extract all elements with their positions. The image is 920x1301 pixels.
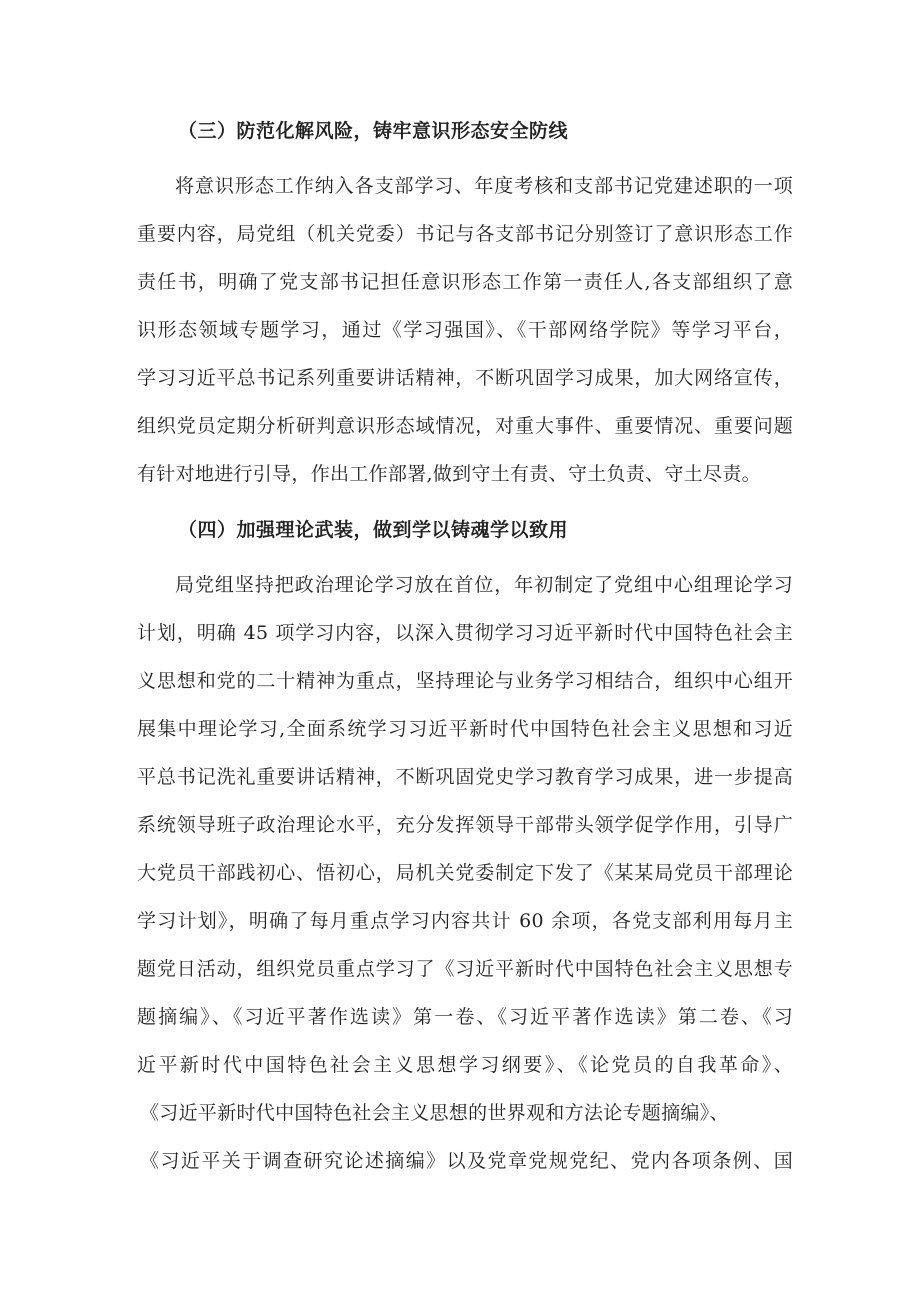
paragraph-line: 组织党员定期分析研判意识形态域情况，对重大事件、重要情况、重要问题	[137, 415, 793, 437]
paragraph-line: 展集中理论学习,全面系统学习习近平新时代中国特色社会主义思想和习近	[137, 718, 793, 740]
paragraph-line: 学习习近平总书记系列重要讲话精神，不断巩固学习成果，加大网络宣传，	[137, 367, 793, 389]
section-heading-4: （四）加强理论武装，做到学以铸魂学以致用	[178, 519, 569, 541]
paragraph-line: 识形态领域专题学习，通过《学习强国》、《干部网络学院》等学习平台，	[137, 319, 793, 341]
paragraph-line: 责任书，明确了党支部书记担任意识形态工作第一责任人,各支部组织了意	[137, 271, 793, 293]
paragraph-line: 题摘编》、《习近平著作选读》第一卷、《习近平著作选读》第二卷、《习	[137, 1006, 793, 1028]
paragraph-line: 学习计划》，明确了每月重点学习内容共计 60 余项，各党支部利用每月主	[137, 910, 793, 932]
paragraph-line: 大党员干部践初心、悟初心，局机关党委制定下发了《某某局党员干部理论	[137, 862, 793, 884]
paragraph-line: 系统领导班子政治理论水平，充分发挥领导干部带头领学促学作用，引导广	[137, 814, 793, 836]
paragraph-line: 重要内容，局党组（机关党委）书记与各支部书记分别签订了意识形态工作	[137, 223, 793, 245]
paragraph-line: 计划，明确 45 项学习内容，以深入贯彻学习习近平新时代中国特色社会主	[137, 622, 793, 644]
paragraph-line: 局党组坚持把政治理论学习放在首位，年初制定了党组中心组理论学习	[175, 574, 793, 596]
paragraph-line: 《习近平新时代中国特色社会主义思想的世界观和方法论专题摘编》、	[140, 1102, 729, 1124]
paragraph-line: 将意识形态工作纳入各支部学习、年度考核和支部书记党建述职的一项	[175, 175, 793, 197]
paragraph-line: 近平新时代中国特色社会主义思想学习纲要》、《论党员的自我革命》、	[137, 1054, 793, 1076]
paragraph-line: 平总书记洗礼重要讲话精神，不断巩固党史学习教育学习成果，进一步提高	[137, 766, 793, 788]
section-heading-3: （三）防范化解风险，铸牢意识形态安全防线	[178, 120, 569, 142]
paragraph-line: 有针对地进行引导，作出工作部署,做到守土有责、守土负责、守土尽责。	[137, 463, 761, 485]
paragraph-line: 义思想和党的二十精神为重点，坚持理论与业务学习相结合，组织中心组开	[137, 670, 793, 692]
paragraph-line: 《习近平关于调查研究论述摘编》以及党章党规党纪、党内各项条例、国	[140, 1150, 793, 1172]
paragraph-line: 题党日活动，组织党员重点学习了《习近平新时代中国特色社会主义思想专	[137, 958, 793, 980]
